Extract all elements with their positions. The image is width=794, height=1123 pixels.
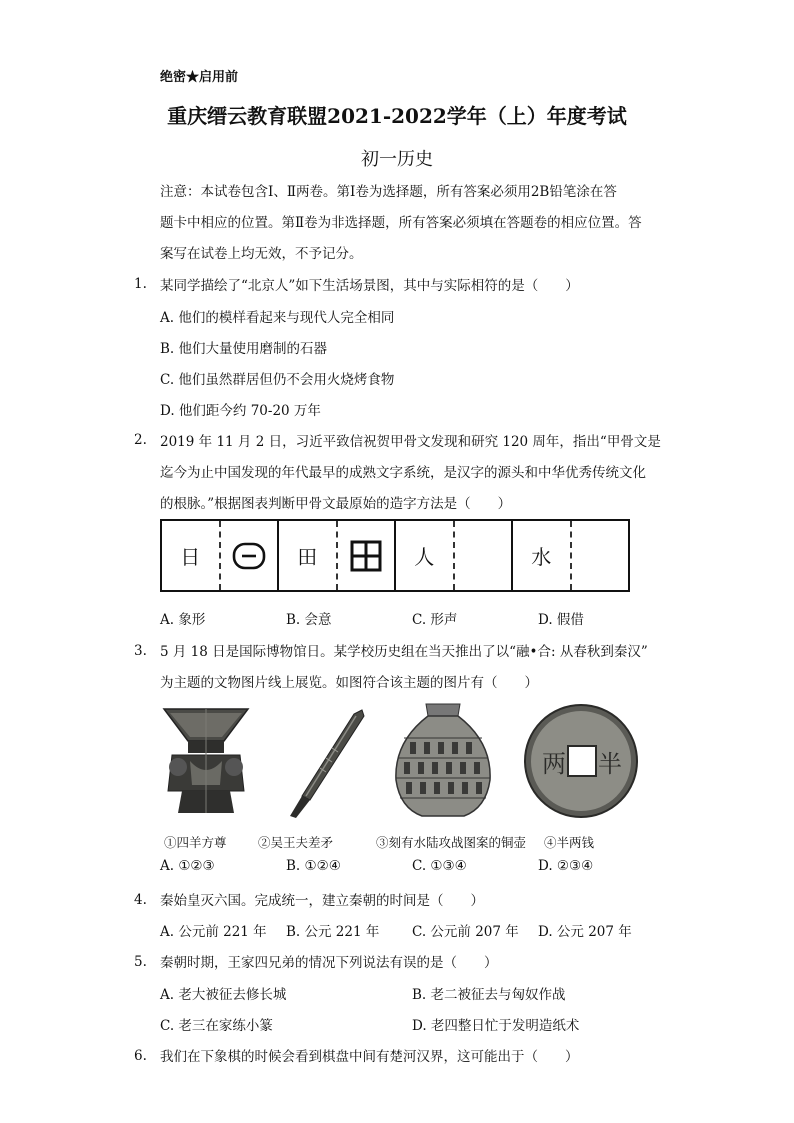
option-a[interactable]: A. 象形 xyxy=(160,612,206,628)
modern-char: 水 xyxy=(531,545,552,569)
empty-glyph-slot xyxy=(570,521,629,590)
option-d[interactable]: D. 假借 xyxy=(538,612,584,628)
option-b[interactable]: B. 会意 xyxy=(286,612,332,628)
question-text: 为主题的文物图片线上展览。如图符合该主题的图片有（ ） xyxy=(160,675,538,691)
option-c[interactable]: C. 公元前 207 年 xyxy=(412,924,519,940)
question-text: 秦始皇灭六国。完成统一，建立秦朝的时间是（ ） xyxy=(160,893,484,909)
modern-char: 人 xyxy=(414,545,435,569)
empty-glyph-slot xyxy=(453,521,512,590)
artifact-caption: ③刻有水陆攻战图案的铜壶 xyxy=(376,835,527,850)
coin-char-liang: 两 xyxy=(542,750,566,778)
oracle-glyph-table xyxy=(160,519,630,592)
oracle-sun-glyph xyxy=(219,521,278,590)
glyph-cell-water xyxy=(511,521,628,590)
wu-king-fuchai-spear-image xyxy=(282,708,368,824)
option-b[interactable]: B. 他们大量使用磨制的石器 xyxy=(160,341,328,357)
option-b[interactable]: B. ①②④ xyxy=(286,858,341,874)
option-d[interactable]: D. 他们距今约 70-20 万年 xyxy=(160,403,321,419)
artifact-caption: ①四羊方尊 xyxy=(164,835,227,850)
question-number: 3. xyxy=(134,643,147,659)
option-a[interactable]: A. ①②③ xyxy=(160,858,215,874)
question-text: 我们在下象棋的时候会看到棋盘中间有楚河汉界，这可能出于（ ） xyxy=(160,1049,579,1065)
bronze-pot-battle-pattern-image xyxy=(380,702,506,826)
glyph-cell-sun xyxy=(162,521,277,590)
option-a[interactable]: A. 他们的模样看起来与现代人完全相同 xyxy=(160,310,395,326)
option-c[interactable]: C. ①③④ xyxy=(412,858,467,874)
modern-char: 田 xyxy=(297,545,318,569)
notice-line: 题卡中相应的位置。第Ⅱ卷为非选择题，所有答案必须填在答题卷的相应位置。答 xyxy=(160,215,642,231)
option-d[interactable]: D. ②③④ xyxy=(538,858,594,874)
subject-title: 初一历史 xyxy=(361,149,433,170)
option-b[interactable]: B. 老二被征去与匈奴作战 xyxy=(412,987,566,1003)
question-number: 2. xyxy=(134,432,147,448)
artifact-caption: ②吴王夫差矛 xyxy=(258,835,334,850)
option-c[interactable]: C. 老三在家练小篆 xyxy=(160,1018,273,1034)
question-number: 4. xyxy=(134,892,147,908)
question-text: 5 月 18 日是国际博物馆日。某学校历史组在当天推出了以“融•合: 从春秋到秦汉” xyxy=(160,644,648,660)
artifact-caption: ④半两钱 xyxy=(544,835,595,850)
four-ram-square-zun-image xyxy=(160,705,252,821)
oracle-field-glyph xyxy=(336,521,395,590)
option-a[interactable]: A. 公元前 221 年 xyxy=(160,924,267,940)
glyph-cell-field xyxy=(277,521,394,590)
notice-line: 注意：本试卷包含Ⅰ、Ⅱ两卷。第Ⅰ卷为选择题，所有答案必须用2B铅笔涂在答 xyxy=(160,184,617,200)
banliang-coin-image xyxy=(522,700,640,826)
confidential-label: 绝密★启用前 xyxy=(160,70,239,85)
option-c[interactable]: C. 形声 xyxy=(412,612,458,628)
question-text: 某同学描绘了“北京人”如下生活场景图，其中与实际相符的是（ ） xyxy=(160,278,579,294)
question-text: 2019 年 11 月 2 日，习近平致信祝贺甲骨文发现和研究 120 周年，指出“甲骨文是 xyxy=(160,434,661,450)
option-d[interactable]: D. 老四整日忙于发明造纸术 xyxy=(412,1018,580,1034)
option-c[interactable]: C. 他们虽然群居但仍不会用火烧烤食物 xyxy=(160,372,395,388)
option-b[interactable]: B. 公元 221 年 xyxy=(286,924,380,940)
notice-line: 案写在试卷上均无效，不予记分。 xyxy=(160,246,363,262)
exam-title: 重庆缙云教育联盟2021-2022学年（上）年度考试 xyxy=(167,104,627,128)
option-d[interactable]: D. 公元 207 年 xyxy=(538,924,632,940)
question-text: 的根脉。”根据图表判断甲骨文最原始的造字方法是（ ） xyxy=(160,496,512,512)
coin-char-ban: 半 xyxy=(598,750,622,778)
question-number: 1. xyxy=(134,276,147,292)
option-a[interactable]: A. 老大被征去修长城 xyxy=(160,987,287,1003)
question-number: 6. xyxy=(134,1048,147,1064)
modern-char: 日 xyxy=(180,545,201,569)
question-number: 5. xyxy=(134,954,147,970)
question-text: 迄今为止中国发现的年代最早的成熟文字系统，是汉字的源头和中华优秀传统文化 xyxy=(160,465,646,481)
glyph-cell-person xyxy=(394,521,511,590)
question-text: 秦朝时期，王家四兄弟的情况下列说法有误的是（ ） xyxy=(160,955,498,971)
